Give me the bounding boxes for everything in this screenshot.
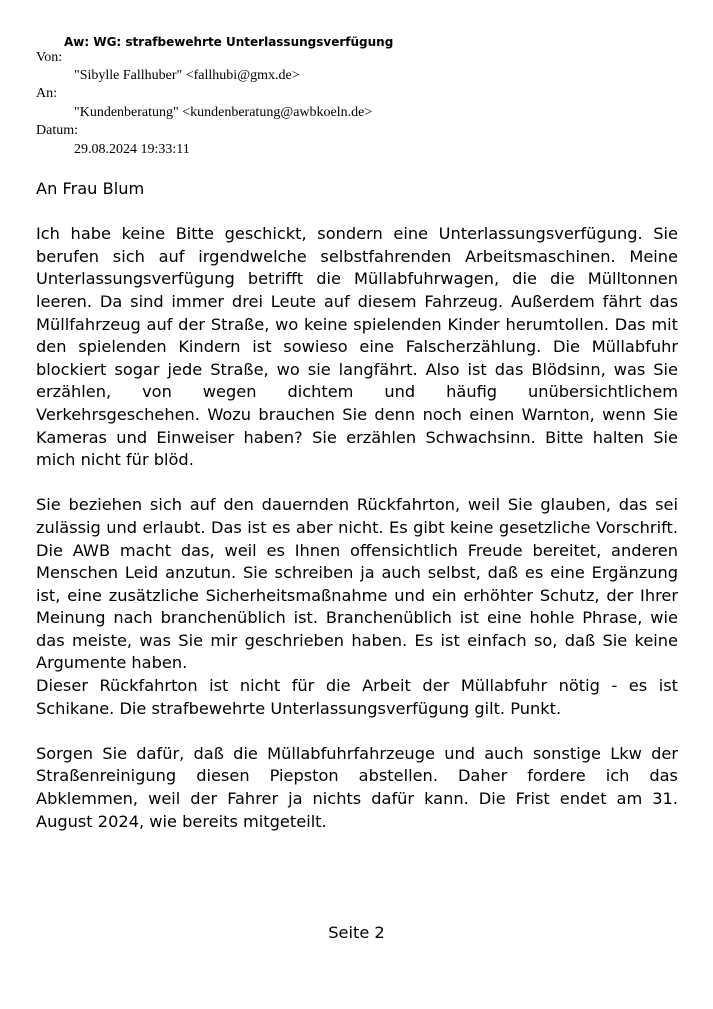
to-value: "Kundenberatung" <kundenberatung@awbkoeln.de>: [74, 105, 373, 120]
paragraph-gap: [36, 720, 678, 743]
paragraph-2: Sie beziehen sich auf den dauernden Rückfahrton, weil Sie glauben, das sei zulässig und erlaubt. Das ist es aber nicht. Es gibt keine gesetzliche Vorschrift. Die AWB macht das, weil es Ihnen offensichtlich Freude bereitet, anderen Menschen Leid anzutun. Sie schreiben ja auch selbst, daß es eine Ergänzung ist, eine zusätzliche Sicherheitsmaßnahme und ein erhöhter Schutz, der Ihrer Meinung nach branchenüblich ist. Branchenüblich ist eine hohle Phrase, wie das meiste, was Sie mir geschrieben haben. Es ist einfach so, daß Sie keine Argumente haben.: [36, 495, 678, 673]
to-label: An:: [36, 86, 57, 101]
salutation: An Frau Blum: [36, 179, 145, 198]
paragraph-3: Dieser Rückfahrton ist nicht für die Arbeit der Müllabfuhr nötig - es ist Schikane. Die strafbewehrte Unterlassungsverfügung gilt. Punkt.: [36, 676, 678, 718]
paragraph-gap: [36, 472, 678, 495]
paragraph-gap: [36, 201, 678, 224]
from-label: Von:: [36, 50, 63, 65]
date-value: 29.08.2024 19:33:11: [74, 142, 190, 157]
from-value: "Sibylle Fallhuber" <fallhubi@gmx.de>: [74, 68, 300, 83]
paragraph-4: Sorgen Sie dafür, daß die Müllabfuhrfahrzeuge und auch sonstige Lkw der Straßenreinigung diesen Piepston abstellen. Daher fordere ich das Abklemmen, weil der Fahrer ja nichts dafür kann. Die Frist endet am 31. August 2024, wie bereits mitgeteilt.: [36, 743, 678, 831]
date-label: Datum:: [36, 123, 78, 138]
letter-body: [36, 178, 678, 833]
page-number: Seite 2: [328, 923, 385, 942]
email-subject: Aw: WG: strafbewehrte Unterlassungsverfügung: [64, 35, 394, 49]
paragraph-1: Ich habe keine Bitte geschickt, sondern eine Unterlassungsverfügung. Sie berufen sich auf irgendwelche selbstfahrenden Arbeitsmaschinen. Meine Unterlassungsverfügung betrifft die Müllabfuhrwagen, die die Mülltonnen leeren. Da sind immer drei Leute auf diesem Fahrzeug. Außerdem fährt das Müllfahrzeug auf der Straße, wo keine spielenden Kinder herumtollen. Das mit den spielenden Kindern ist sowieso eine Falscherzählung. Die Müllabfuhr blockiert sogar jede Straße, wo sie langfährt. Also ist das Blödsinn, was Sie erzählen, von wegen dichtem und häufig unübersichtlichem Verkehrsgeschehen. Wozu brauchen Sie denn noch einen Warnton, wenn Sie Kameras und Einweiser haben? Sie erzählen Schwachsinn. Bitte halten Sie mich nicht für blöd.: [36, 224, 678, 470]
